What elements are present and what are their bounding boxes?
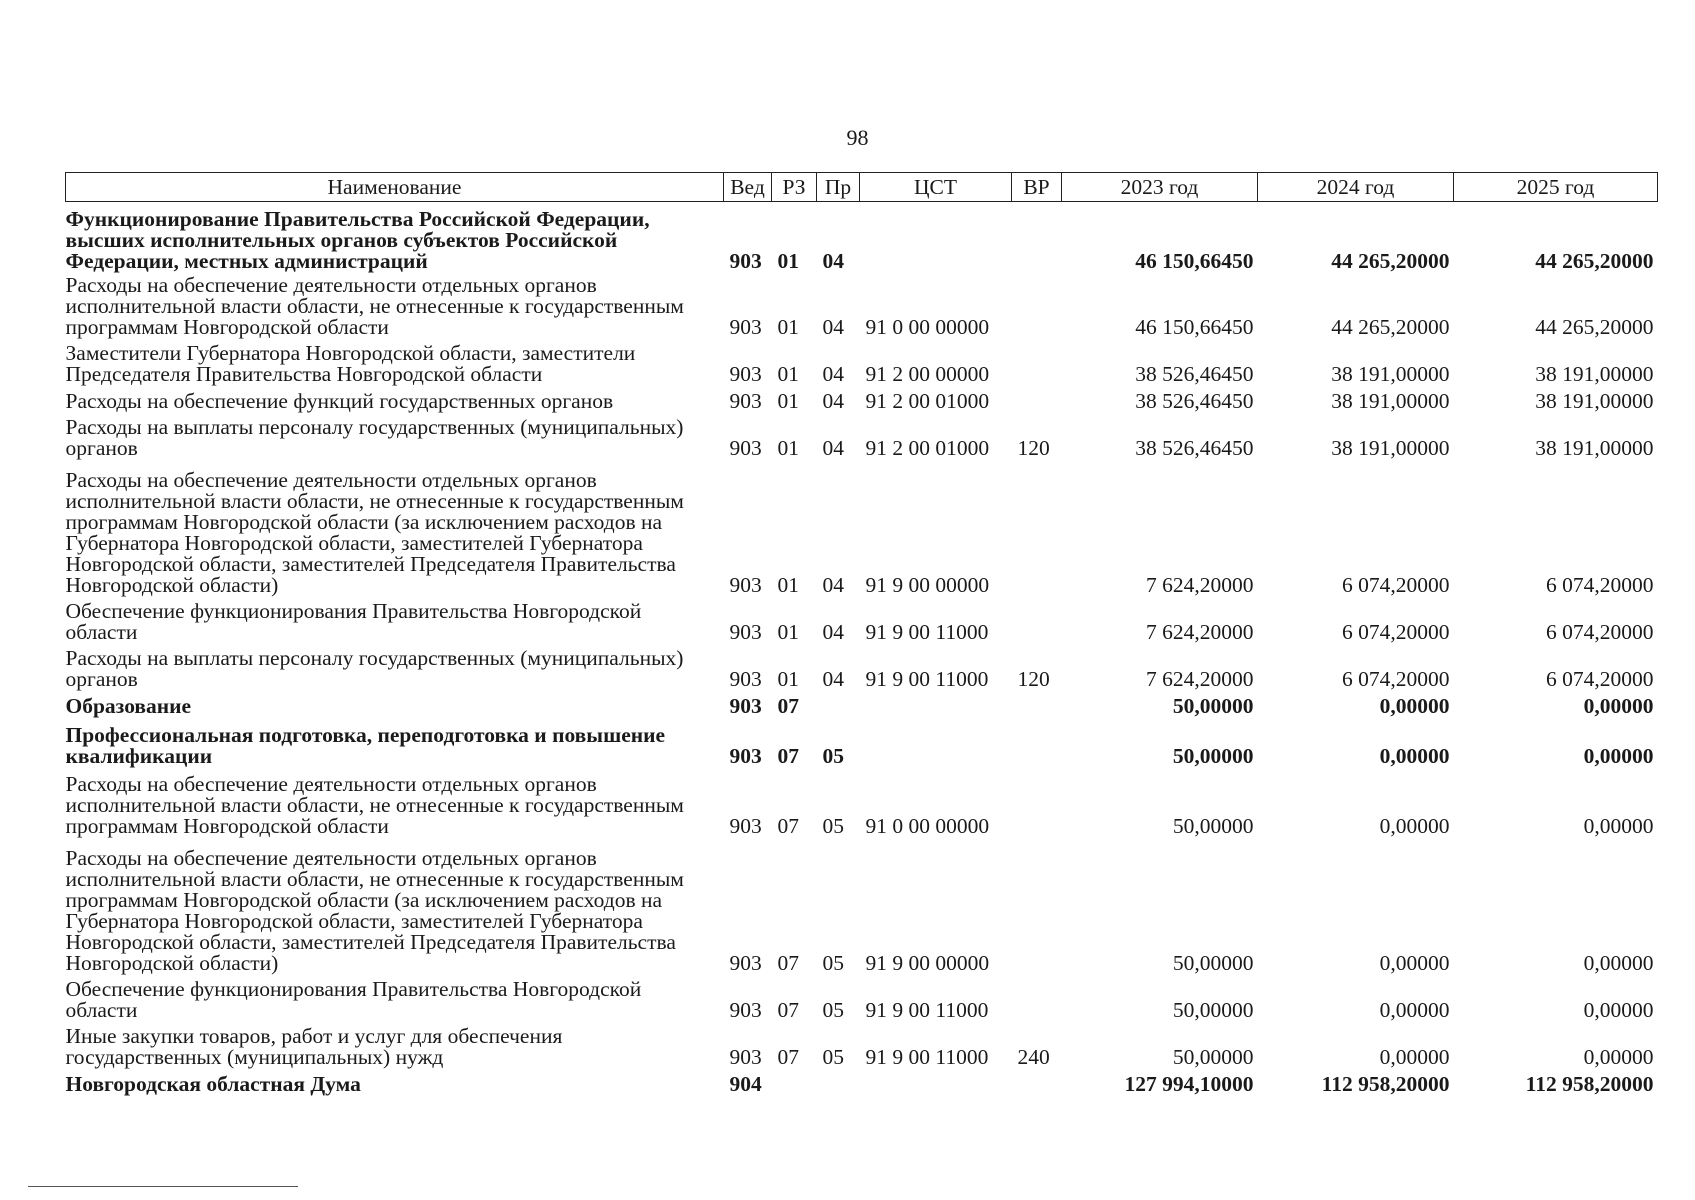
row-2023: 50,00000	[1172, 693, 1254, 718]
row-vr	[1012, 459, 1062, 596]
row-vr	[1012, 596, 1062, 643]
row-2024: 0,00000	[1379, 813, 1450, 838]
row-pr: 04	[822, 435, 844, 460]
row-pr: 04	[822, 314, 844, 339]
row-vr	[1012, 717, 1062, 767]
row-2025: 6 074,20000	[1546, 666, 1654, 691]
row-2023: 38 526,46450	[1135, 435, 1254, 460]
row-name: Функционирование Правительства Российской Федерации, высших исполнительных органов субъектов Российской Федерации, местных администраций	[65, 206, 650, 273]
row-ved: 903	[729, 666, 762, 691]
row-ved: 903	[729, 743, 762, 768]
row-cst: 91 9 00 11000	[865, 666, 989, 691]
table-row	[66, 767, 1658, 837]
row-name: Расходы на обеспечение деятельности отдельных органов исполнительной власти области, не отнесенные к государственным программам Новгородской области	[65, 771, 684, 838]
row-2023: 7 624,20000	[1146, 572, 1254, 597]
row-ved: 903	[729, 693, 762, 718]
row-2024: 112 958,20000	[1321, 1071, 1450, 1096]
row-2023: 50,00000	[1172, 743, 1254, 768]
row-rz: 07	[777, 693, 799, 718]
row-2023: 46 150,66450	[1135, 248, 1254, 273]
row-rz: 07	[777, 743, 799, 768]
row-pr: 04	[822, 248, 844, 273]
row-2023: 7 624,20000	[1146, 619, 1254, 644]
row-2025: 0,00000	[1583, 743, 1654, 768]
row-2024: 44 265,20000	[1331, 248, 1450, 273]
row-pr: 04	[822, 619, 844, 644]
budget-table	[65, 172, 1658, 1095]
row-2024: 0,00000	[1379, 693, 1450, 718]
row-name: Новгородская областная Дума	[65, 1071, 361, 1096]
header-cst: ЦСТ	[860, 173, 1012, 202]
row-2023: 38 526,46450	[1135, 361, 1254, 386]
row-2023: 46 150,66450	[1135, 314, 1254, 339]
row-rz: 07	[777, 997, 799, 1022]
row-ved: 903	[729, 388, 762, 413]
row-cst: 91 2 00 00000	[865, 361, 990, 386]
table-row	[66, 596, 1658, 643]
row-vr: 120	[1017, 435, 1050, 460]
row-rz: 01	[777, 314, 799, 339]
row-2024: 6 074,20000	[1342, 619, 1450, 644]
row-name: Расходы на обеспечение деятельности отдельных органов исполнительной власти области, не отнесенные к государственным программам Новгородской области (за исключением расходов на Губернатора Новгородской области, заместителей Губернатора Новгородской области, заместителей Председателя Правительства Новгородской области)	[65, 845, 684, 975]
row-2025: 6 074,20000	[1546, 572, 1654, 597]
row-2025: 44 265,20000	[1535, 248, 1654, 273]
header-rz: РЗ	[772, 173, 817, 202]
row-2024: 6 074,20000	[1342, 666, 1450, 691]
table-row	[66, 837, 1658, 974]
row-2025: 6 074,20000	[1546, 619, 1654, 644]
row-2025: 0,00000	[1583, 997, 1654, 1022]
row-cst: 91 9 00 11000	[865, 1044, 989, 1069]
table-row	[66, 202, 1658, 272]
row-rz: 01	[777, 619, 799, 644]
row-vr	[1012, 690, 1062, 717]
table-row	[66, 338, 1658, 385]
row-2024: 6 074,20000	[1342, 572, 1450, 597]
row-pr: 05	[822, 743, 844, 768]
row-ved: 903	[729, 950, 762, 975]
row-2024: 38 191,00000	[1331, 435, 1450, 460]
row-2024: 0,00000	[1379, 950, 1450, 975]
row-cst: 91 9 00 00000	[865, 572, 990, 597]
row-name: Расходы на обеспечение деятельности отдельных органов исполнительной власти области, не отнесенные к государственным программам Новгородской области (за исключением расходов на Губернатора Новгородской области, заместителей Губернатора Новгородской области, заместителей Председателя Правительства Новгородской области)	[65, 467, 684, 597]
row-vr	[1012, 974, 1062, 1021]
row-ved: 903	[729, 572, 762, 597]
row-ved: 903	[729, 619, 762, 644]
table-row	[66, 974, 1658, 1021]
row-ved: 903	[729, 435, 762, 460]
row-name: Обеспечение функционирования Правительства Новгородской области	[65, 976, 642, 1022]
row-rz: 01	[777, 666, 799, 691]
header-vr: ВР	[1012, 173, 1062, 202]
table-row	[66, 272, 1658, 338]
row-pr: 05	[822, 950, 844, 975]
row-vr	[1012, 338, 1062, 385]
row-name: Расходы на обеспечение деятельности отдельных органов исполнительной власти области, не отнесенные к государственным программам Новгородской области	[65, 272, 684, 339]
row-pr: 04	[822, 572, 844, 597]
row-2024: 0,00000	[1379, 997, 1450, 1022]
row-2025: 38 191,00000	[1535, 388, 1654, 413]
header-ved: Вед	[724, 173, 772, 202]
row-cst: 91 2 00 01000	[865, 388, 990, 413]
row-pr: 05	[822, 1044, 844, 1069]
header-name: Наименование	[66, 173, 724, 202]
row-2024: 38 191,00000	[1331, 361, 1450, 386]
table-row	[66, 1021, 1658, 1068]
row-rz: 01	[777, 572, 799, 597]
table-row	[66, 717, 1658, 767]
row-vr	[1012, 272, 1062, 338]
row-pr	[817, 1068, 860, 1095]
row-name: Заместители Губернатора Новгородской области, заместители Председателя Правительства Новгородской области	[65, 340, 636, 386]
table-row	[66, 643, 1658, 690]
table-row	[66, 1068, 1658, 1095]
row-2025: 0,00000	[1583, 693, 1654, 718]
row-2023: 127 994,10000	[1124, 1071, 1254, 1096]
page-number: 98	[846, 125, 869, 150]
row-rz: 01	[777, 435, 799, 460]
header-2025: 2025 год	[1454, 173, 1658, 202]
row-vr	[1012, 767, 1062, 837]
row-rz: 07	[777, 1044, 799, 1069]
row-cst	[860, 1068, 1012, 1095]
header-2024: 2024 год	[1258, 173, 1454, 202]
row-rz: 07	[777, 813, 799, 838]
row-ved: 903	[729, 1044, 762, 1069]
header-pr: Пр	[817, 173, 860, 202]
row-ved: 903	[729, 813, 762, 838]
row-2024: 38 191,00000	[1331, 388, 1450, 413]
row-2024: 0,00000	[1379, 743, 1450, 768]
row-name: Расходы на обеспечение функций государственных органов	[65, 388, 614, 413]
table-row	[66, 690, 1658, 717]
row-2024: 0,00000	[1379, 1044, 1450, 1069]
row-2025: 44 265,20000	[1535, 314, 1654, 339]
row-2025: 112 958,20000	[1525, 1071, 1654, 1096]
row-name: Расходы на выплаты персоналу государственных (муниципальных) органов	[65, 645, 684, 691]
footer-divider	[28, 1186, 298, 1187]
row-pr: 05	[822, 813, 844, 838]
row-vr	[1012, 385, 1062, 412]
row-name: Расходы на выплаты персоналу государственных (муниципальных) органов	[65, 414, 684, 460]
row-rz: 01	[777, 388, 799, 413]
row-ved: 903	[729, 361, 762, 386]
row-rz: 07	[777, 950, 799, 975]
row-2023: 50,00000	[1172, 1044, 1254, 1069]
row-name: Иные закупки товаров, работ и услуг для обеспечения государственных (муниципальных) нужд	[65, 1023, 563, 1069]
table-row	[66, 412, 1658, 459]
row-2023: 7 624,20000	[1146, 666, 1254, 691]
row-vr	[1012, 1068, 1062, 1095]
row-ved: 903	[729, 997, 762, 1022]
row-pr: 05	[822, 997, 844, 1022]
row-2024: 44 265,20000	[1331, 314, 1450, 339]
row-name: Профессиональная подготовка, переподготовка и повышение квалификации	[65, 722, 666, 768]
row-cst	[860, 202, 1012, 272]
row-pr: 04	[822, 388, 844, 413]
table-row	[66, 385, 1658, 412]
row-rz: 01	[777, 361, 799, 386]
row-pr: 04	[822, 666, 844, 691]
row-vr: 120	[1017, 666, 1050, 691]
row-cst	[860, 717, 1012, 767]
header-2023: 2023 год	[1062, 173, 1258, 202]
row-2025: 38 191,00000	[1535, 435, 1654, 460]
row-rz: 01	[777, 248, 799, 273]
row-ved: 903	[729, 314, 762, 339]
row-2025: 0,00000	[1583, 1044, 1654, 1069]
row-rz	[772, 1068, 817, 1095]
row-2025: 38 191,00000	[1535, 361, 1654, 386]
row-cst: 91 9 00 11000	[865, 619, 989, 644]
row-pr	[817, 690, 860, 717]
row-2025: 0,00000	[1583, 950, 1654, 975]
row-vr	[1012, 202, 1062, 272]
row-2025: 0,00000	[1583, 813, 1654, 838]
row-2023: 50,00000	[1172, 950, 1254, 975]
table-row	[66, 459, 1658, 596]
row-ved: 903	[729, 248, 762, 273]
row-name: Образование	[65, 693, 192, 718]
row-cst: 91 0 00 00000	[865, 314, 990, 339]
row-ved: 904	[729, 1071, 762, 1096]
row-2023: 38 526,46450	[1135, 388, 1254, 413]
row-vr: 240	[1017, 1044, 1050, 1069]
row-2023: 50,00000	[1172, 997, 1254, 1022]
row-pr: 04	[822, 361, 844, 386]
row-cst: 91 9 00 00000	[865, 950, 990, 975]
row-2023: 50,00000	[1172, 813, 1254, 838]
row-cst	[860, 690, 1012, 717]
row-cst: 91 9 00 11000	[865, 997, 989, 1022]
row-cst: 91 0 00 00000	[865, 813, 990, 838]
row-vr	[1012, 837, 1062, 974]
table-header	[66, 173, 1658, 202]
row-cst: 91 2 00 01000	[865, 435, 990, 460]
row-name: Обеспечение функционирования Правительства Новгородской области	[65, 598, 642, 644]
